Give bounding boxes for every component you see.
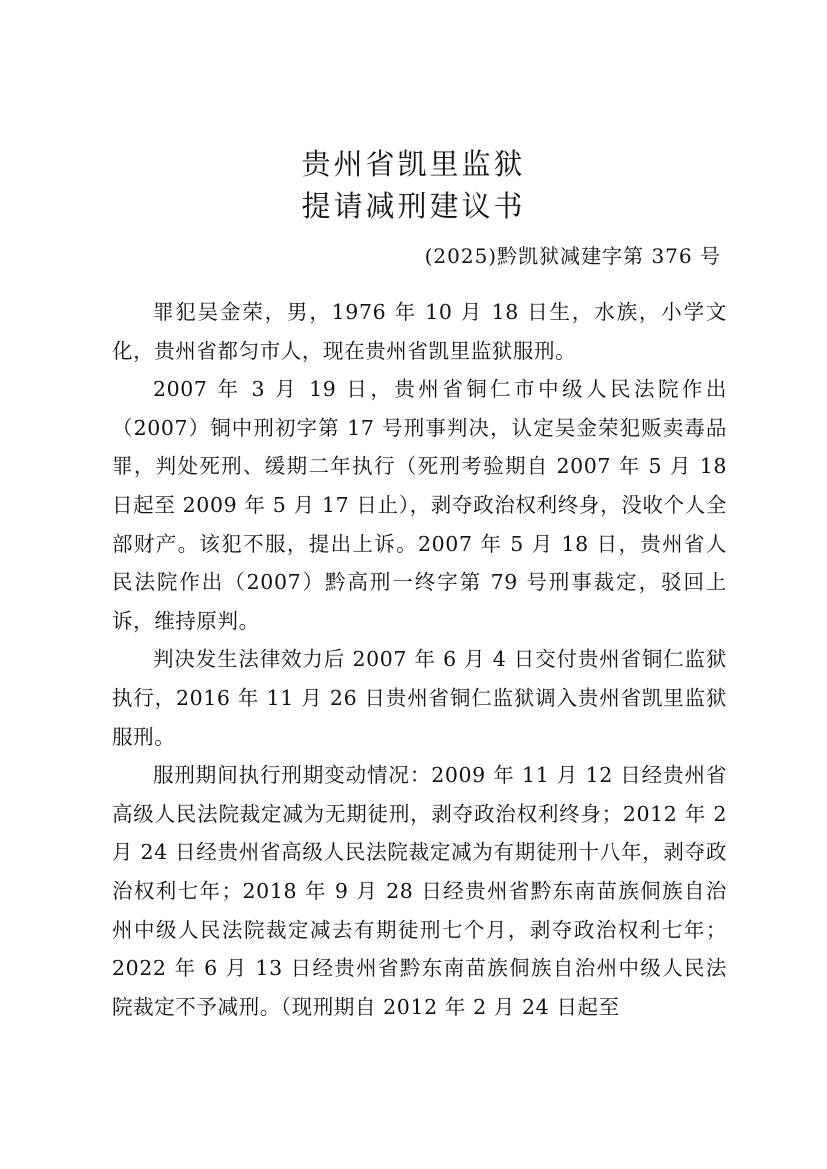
document-body [112,293,727,1026]
document-title-line1: 贵州省凯里监狱 [301,147,526,181]
document-number: (2025)黔凯狱减建字第 376 号 [424,244,721,268]
document-title-line2: 提请减刑建议书 [301,189,526,223]
paragraph-original-judgment: 2007 年 3 月 19 日，贵州省铜仁市中级人民法院作出（2007）铜中刑初字第 17 号刑事判决，认定吴金荣犯贩卖毒品罪，判处死刑、缓期二年执行（死刑考验期自 2007 年 5 月 18 日起至 2009 年 5 月 17 日止），剥夺政治权利终身，没收个人全部财产。该犯不服，提出上诉。2007 年 5 月 18 日，贵州省人民法院作出（2007）黔高刑一终字第 79 号刑事裁定，驳回上诉，维持原判。 [112,377,727,633]
paragraph-personal-info: 罪犯吴金荣，男，1976 年 10 月 18 日生，水族，小学文化，贵州省都匀市人，现在贵州省凯里监狱服刑。 [112,300,727,363]
paragraph-transfer: 判决发生法律效力后 2007 年 6 月 4 日交付贵州省铜仁监狱执行，2016 年 11 月 26 日贵州省铜仁监狱调入贵州省凯里监狱服刑。 [112,647,727,749]
paragraph-sentence-changes: 服刑期间执行刑期变动情况：2009 年 11 月 12 日经贵州省高级人民法院裁定减为无期徒刑，剥夺政治权利终身；2012 年 2 月 24 日经贵州省高级人民法院裁定减为有期徒刑十八年，剥夺政治权利七年；2018 年 9 月 28 日经贵州省黔东南苗族侗族自治州中级人民法院裁定减去有期徒刑七个月，剥夺政治权利七年；2022 年 6 月 13 日经贵州省黔东南苗族侗族自治州中级人民法院裁定不予减刑。（现刑期自 2012 年 2 月 24 日起至 [112,763,727,1019]
